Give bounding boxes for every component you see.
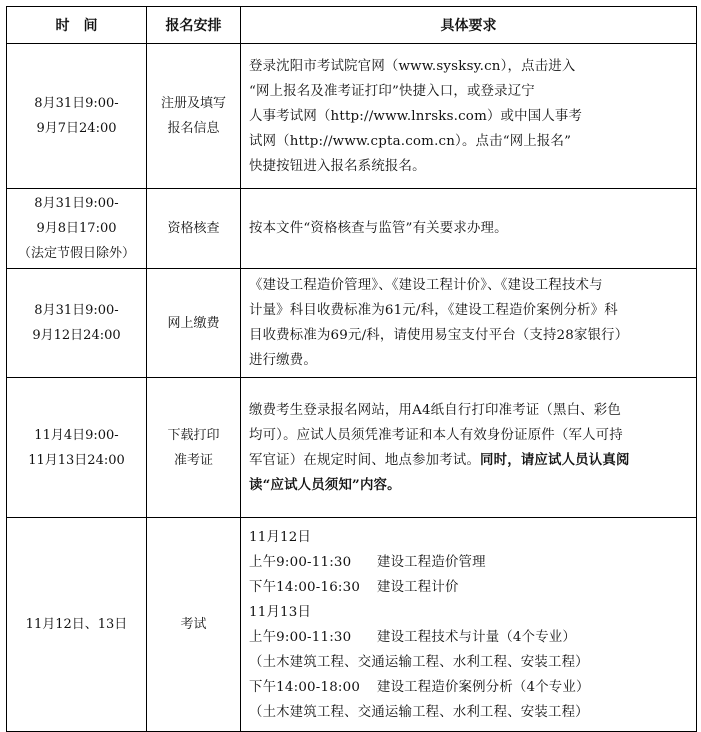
arrangement-line: 资格核查 (167, 221, 220, 236)
requirement-line: “网上报名及准考证打印”快捷入口，或登录辽宁 (249, 83, 535, 99)
requirement-cell (241, 189, 697, 269)
exam-time: 下午14:00-18:00 (249, 679, 361, 695)
requirement-line: 人事考试网（http://www.lnrsks.com）或中国人事考 (249, 108, 583, 124)
requirement-cell (241, 269, 697, 378)
time-line: 11月4日9:00- (34, 427, 119, 443)
exam-subject: 建设工程计价 (377, 579, 459, 595)
exam-date: 11月12日 (249, 529, 312, 545)
time-line: 8月31日9:00- (34, 96, 119, 111)
requirement-line (249, 448, 690, 473)
arrangement-cell (147, 378, 241, 518)
arrangement-line: 考试 (180, 617, 207, 632)
arrangement-line: 网上缴费 (167, 315, 220, 331)
table-row-payment (7, 269, 697, 378)
requirement-line: 目收费标准为69元/科，请使用易宝支付平台（支持28家银行） (249, 328, 629, 343)
arrangement-line: 报名信息 (167, 121, 220, 136)
arrangement-cell (147, 44, 241, 189)
time-line: 11月12日、13日 (25, 617, 128, 632)
exam-date: 11月13日 (249, 604, 312, 620)
header-row (7, 7, 697, 44)
exam-subject: 建设工程造价管理 (377, 554, 486, 570)
requirement-line: 《建设工程造价管理》、《建设工程计价》、《建设工程技术与 (249, 278, 603, 293)
exam-slot (249, 625, 690, 650)
exam-note: （土木建筑工程、交通运输工程、水利工程、安装工程） (249, 654, 589, 670)
table-row-qualification (7, 189, 697, 269)
table-row-registration (7, 44, 697, 189)
requirement-line: 进行缴费。 (249, 353, 317, 368)
requirement-text: 军官证）在规定时间、地点参加考试。 (249, 452, 481, 468)
requirement-line: 缴费考生登录报名网站，用A4纸自行打印准考证（黑白、彩色 (249, 402, 621, 418)
arrangement-cell (147, 189, 241, 269)
requirement-cell (241, 518, 697, 732)
time-line: 11月13日24:00 (28, 452, 125, 468)
time-cell (7, 189, 147, 269)
requirement-emphasis: 同时，请应试人员认真阅 (480, 451, 630, 468)
exam-time: 上午9:00-11:30 (249, 554, 352, 570)
time-cell (7, 378, 147, 518)
exam-slot (249, 550, 690, 575)
header-requirement: 具体要求 (241, 7, 697, 44)
arrangement-line: 准考证 (173, 452, 213, 468)
requirement-line: 登录沈阳市考试院官网（www.sysksy.cn），点击进入 (249, 58, 576, 74)
time-line: 8月31日9:00- (34, 196, 119, 211)
time-cell (7, 269, 147, 378)
schedule-table (6, 6, 697, 732)
time-line: 9月12日24:00 (32, 328, 121, 343)
exam-time: 下午14:00-16:30 (249, 579, 361, 595)
table-row-exam (7, 518, 697, 732)
requirement-cell (241, 378, 697, 518)
arrangement-line: 下载打印 (167, 427, 220, 443)
exam-slot (249, 575, 690, 600)
time-line: 8月31日9:00- (34, 303, 119, 318)
exam-subject: 建设工程技术与计量（4个专业） (377, 629, 576, 645)
requirement-emphasis: 读“应试人员须知”内容。 (249, 476, 401, 493)
arrangement-line: 注册及填写 (160, 96, 226, 111)
time-line: 9月8日17:00 (36, 221, 117, 236)
requirement-line: 快捷按钮进入报名系统报名。 (249, 158, 426, 174)
arrangement-cell (147, 518, 241, 732)
time-cell (7, 44, 147, 189)
table-row-admission-ticket (7, 378, 697, 518)
requirement-line: 试网（http://www.cpta.com.cn）。点击“网上报名” (249, 133, 572, 149)
requirement-line: 按本文件“资格核查与监管”有关要求办理。 (249, 221, 508, 236)
arrangement-cell (147, 269, 241, 378)
time-line: 9月7日24:00 (36, 121, 117, 136)
header-time: 时 间 (7, 7, 147, 44)
time-line: （法定节假日除外） (17, 246, 135, 261)
requirement-cell (241, 44, 697, 189)
requirement-line: 计量》科目收费标准为61元/科，《建设工程造价案例分析》科 (249, 303, 618, 318)
time-cell (7, 518, 147, 732)
exam-time: 上午9:00-11:30 (249, 629, 352, 645)
exam-slot (249, 675, 690, 700)
exam-note: （土木建筑工程、交通运输工程、水利工程、安装工程） (249, 704, 589, 720)
header-arrangement: 报名安排 (147, 7, 241, 44)
requirement-line: 均可）。应试人员须凭准考证和本人有效身份证原件（军人可持 (249, 427, 623, 443)
exam-subject: 建设工程造价案例分析（4个专业） (377, 679, 590, 695)
